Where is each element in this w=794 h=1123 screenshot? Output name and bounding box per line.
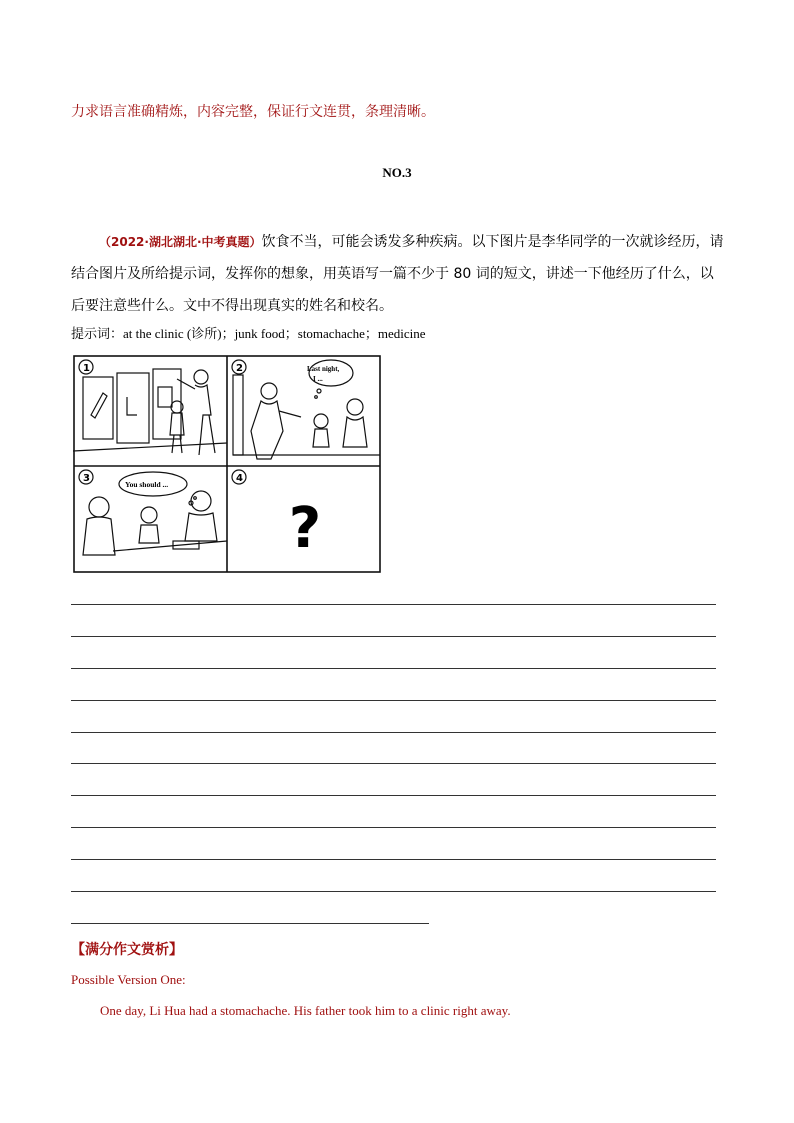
writing-line[interactable] [71, 668, 716, 700]
sample-sentence: One day, Li Hua had a stomachache. His father took him to a clinic right away. [100, 1003, 511, 1018]
writing-line[interactable] [71, 763, 716, 795]
writing-line[interactable] [71, 891, 716, 923]
comic-panel-2 [233, 360, 380, 459]
writing-lines [71, 604, 716, 923]
writing-line[interactable] [71, 827, 716, 859]
hint-line [71, 323, 426, 342]
writing-line-short[interactable] [71, 923, 429, 924]
version-label: Possible Version One: [71, 972, 186, 987]
panel-number-4: 4 [236, 473, 243, 484]
writing-line[interactable] [71, 795, 716, 827]
panel-number-3: 3 [83, 473, 90, 484]
writing-line[interactable] [71, 636, 716, 668]
bubble-2-line1: Last night, [307, 365, 340, 373]
analysis-heading: 【满分作文赏析】 [71, 942, 183, 958]
task-paragraph [71, 226, 726, 322]
panel-number-2: 2 [236, 363, 243, 374]
bubble-2-line2: I ... [313, 375, 323, 383]
section-number: NO.3 [382, 165, 412, 180]
bubble-3-text: You should ... [125, 480, 169, 489]
task-source: （2022·湖北湖北·中考真题） [99, 235, 262, 249]
panel-number-1: 1 [83, 363, 90, 374]
writing-line[interactable] [71, 732, 716, 764]
writing-line[interactable] [71, 604, 716, 636]
comic-strip [73, 355, 381, 573]
intro-instruction: 力求语言准确精炼，内容完整，保证行文连贯，条理清晰。 [71, 104, 435, 120]
writing-line[interactable] [71, 700, 716, 732]
panel-4-question-mark: ? [288, 496, 322, 561]
task-text: 饮食不当，可能会诱发多种疾病。以下图片是李华同学的一次就诊经历，请结合图片及所给提示词，发挥你的想象，用英语写一篇不少于 80 词的短文，讲述一下他经历了什么，以后要注意些什么。文中不得出现真实的姓名和校名。 [71, 234, 724, 314]
comic-panel-1 [73, 369, 227, 455]
hint-words: at the clinic (诊所)；junk food；stomachache；medicine [123, 326, 426, 341]
writing-line[interactable] [71, 859, 716, 891]
hint-label: 提示词： [71, 327, 124, 342]
